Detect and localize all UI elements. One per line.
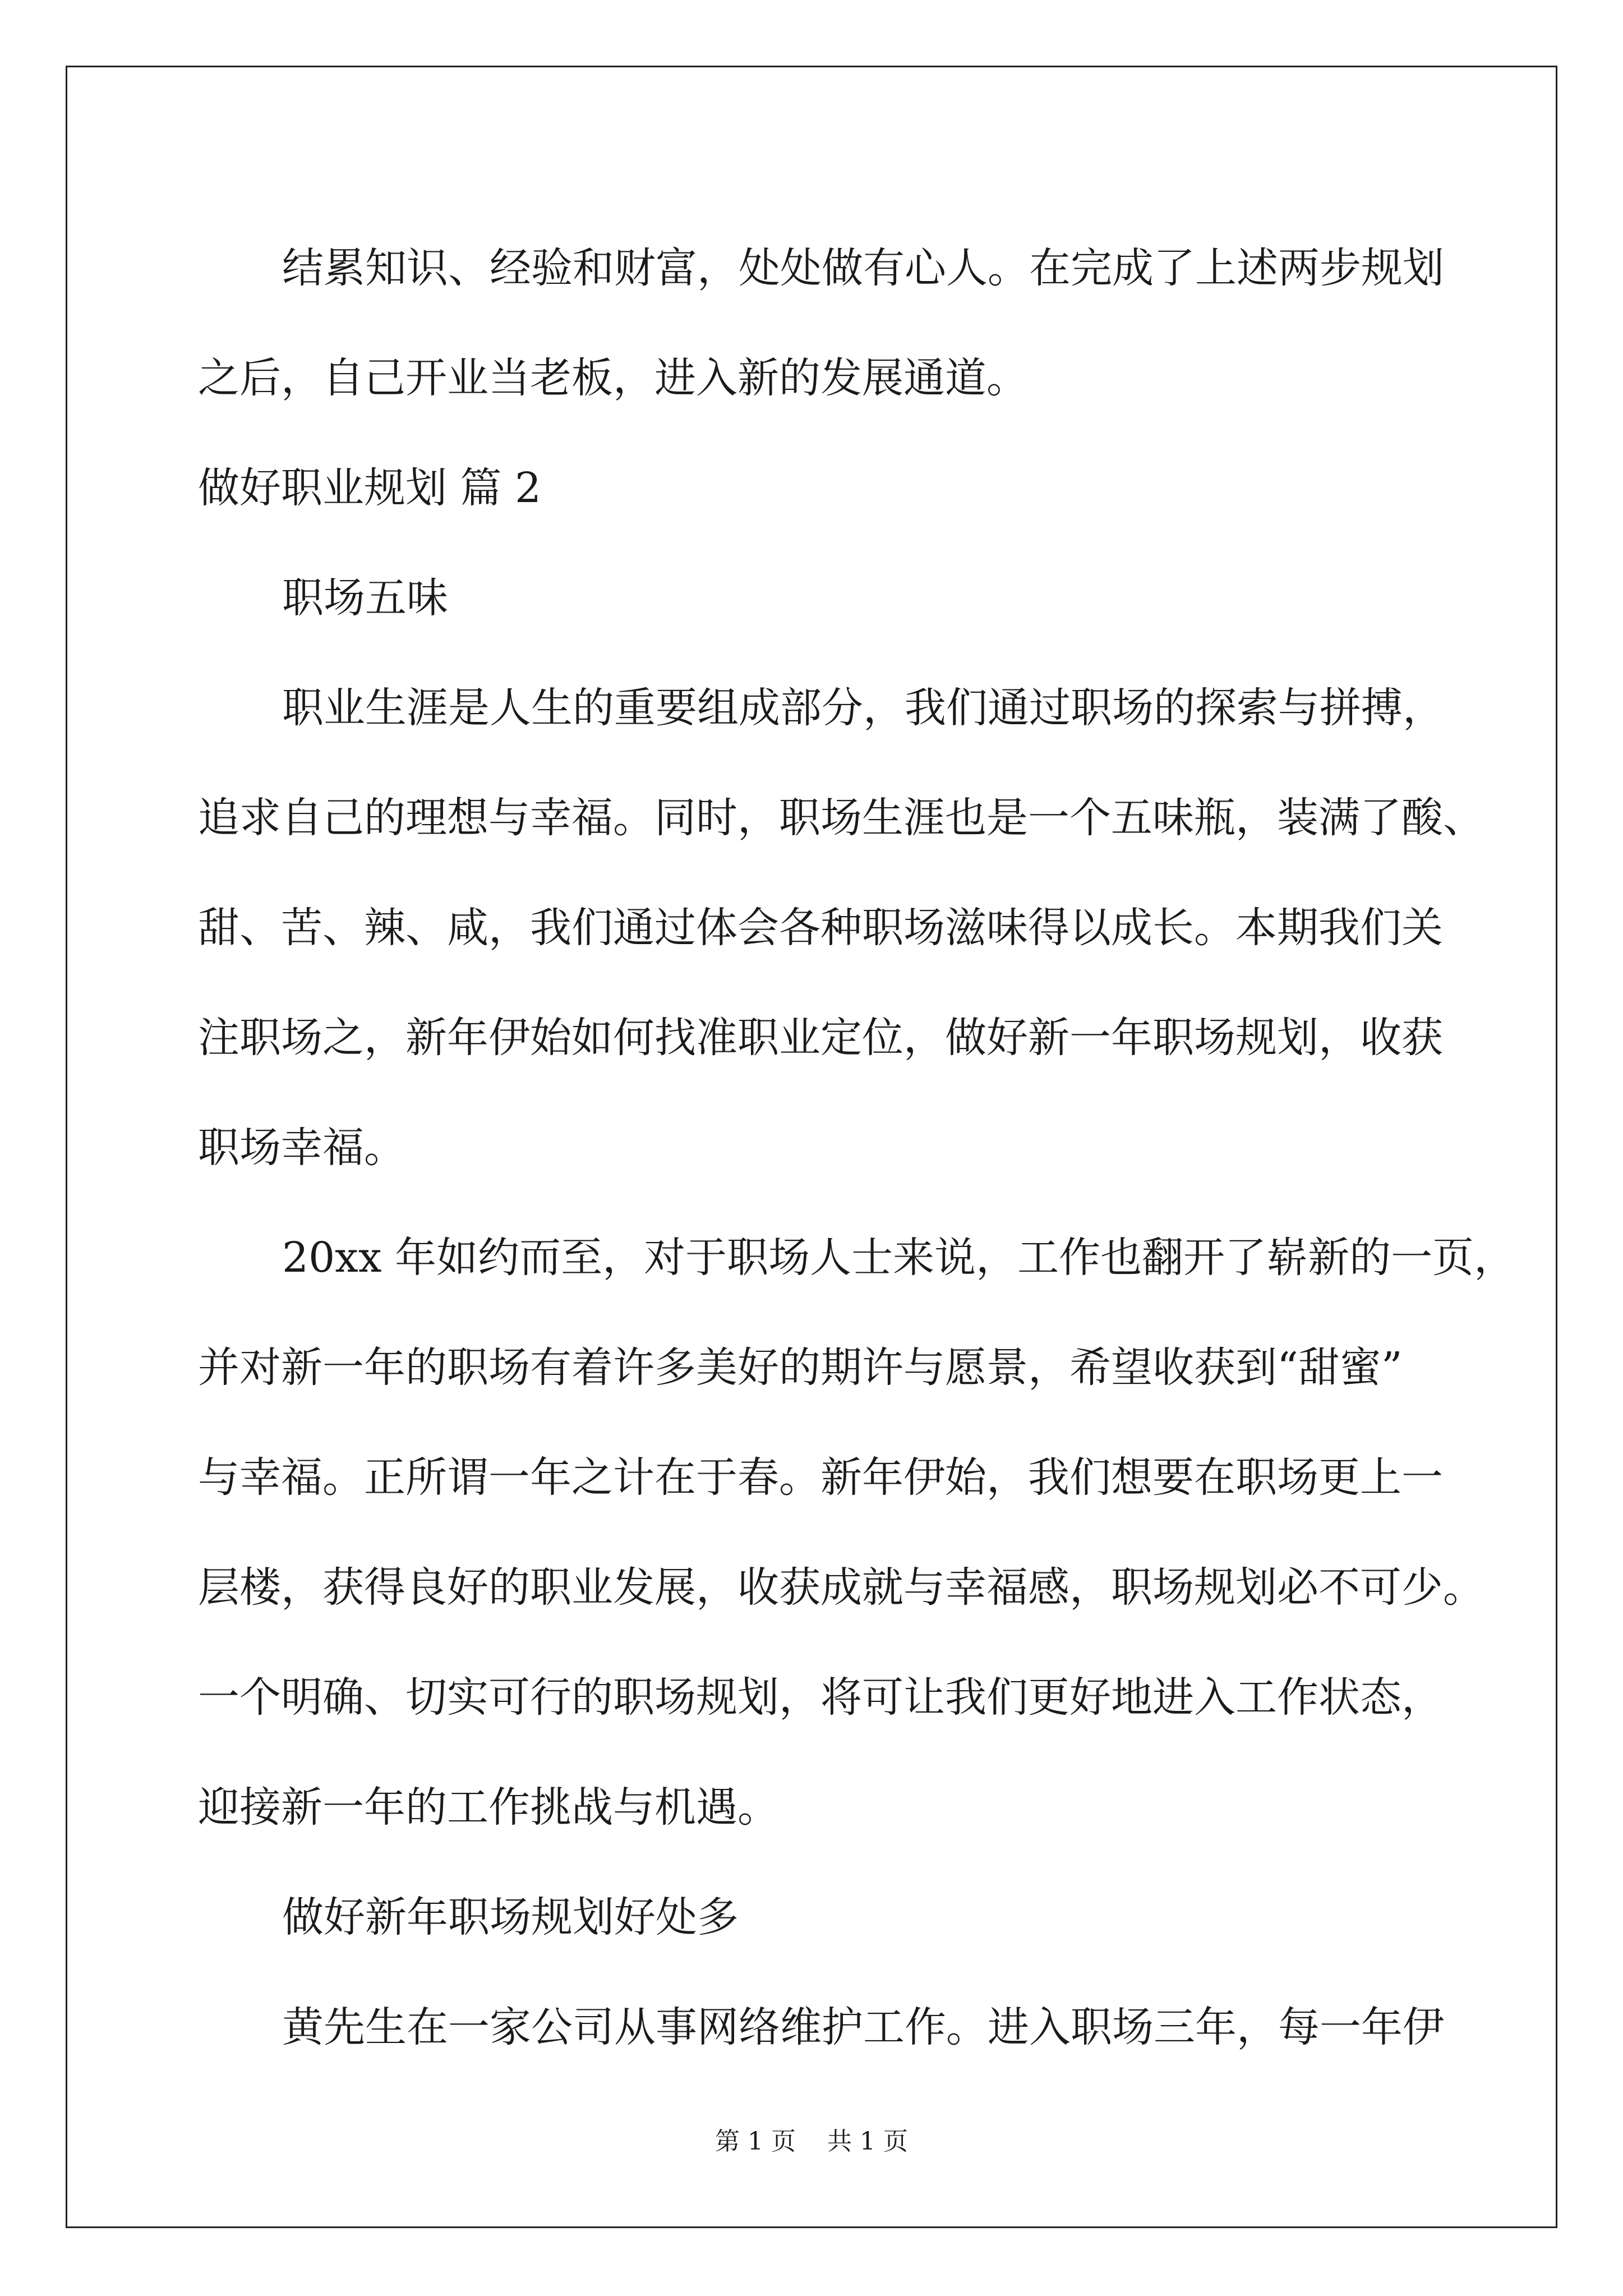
page-number-total: 共 1 页 (827, 2127, 908, 2156)
text-line: 追求自己的理想与幸福。同时，职场生涯也是一个五味瓶，装满了酸、 (198, 794, 1484, 842)
page-footer (0, 2125, 1623, 2159)
text-line: 并对新一年的职场有着许多美好的期许与愿景，希望收获到“甜蜜” (198, 1343, 1403, 1392)
text-line: 甜、苦、辣、咸，我们通过体会各种职场滋味得以成长。本期我们关 (198, 904, 1443, 952)
section-heading: 做好职业规划 篇 2 (198, 464, 542, 512)
text-line: 一个明确、切实可行的职场规划，将可让我们更好地进入工作状态， (198, 1673, 1443, 1722)
subheading: 做好新年职场规划好处多 (282, 1893, 739, 1941)
text-line: 迎接新一年的工作挑战与机遇。 (198, 1783, 779, 1832)
page-number-current: 第 1 页 (715, 2127, 796, 2156)
document-body (198, 213, 1516, 2082)
text-line: 黄先生在一家公司从事网络维护工作。进入职场三年，每一年伊 (282, 2003, 1444, 2051)
text-line: 20xx 年如约而至，对于职场人士来说，工作也翻开了崭新的一页， (282, 1234, 1516, 1282)
subheading: 职场五味 (282, 574, 448, 622)
text-line: 与幸福。正所谓一年之计在于春。新年伊始，我们想要在职场更上一 (198, 1453, 1443, 1502)
text-line: 结累知识、经验和财富，处处做有心人。在完成了上述两步规划 (282, 244, 1444, 292)
text-line: 职场幸福。 (198, 1124, 405, 1172)
text-line: 层楼，获得良好的职业发展，收获成就与幸福感，职场规划必不可少。 (198, 1563, 1484, 1612)
text-line: 注职场之，新年伊始如何找准职业定位，做好新一年职场规划，收获 (198, 1014, 1443, 1062)
text-line: 之后，自己开业当老板，进入新的发展通道。 (198, 354, 1028, 402)
text-line: 职业生涯是人生的重要组成部分，我们通过职场的探索与拼搏， (282, 684, 1444, 732)
